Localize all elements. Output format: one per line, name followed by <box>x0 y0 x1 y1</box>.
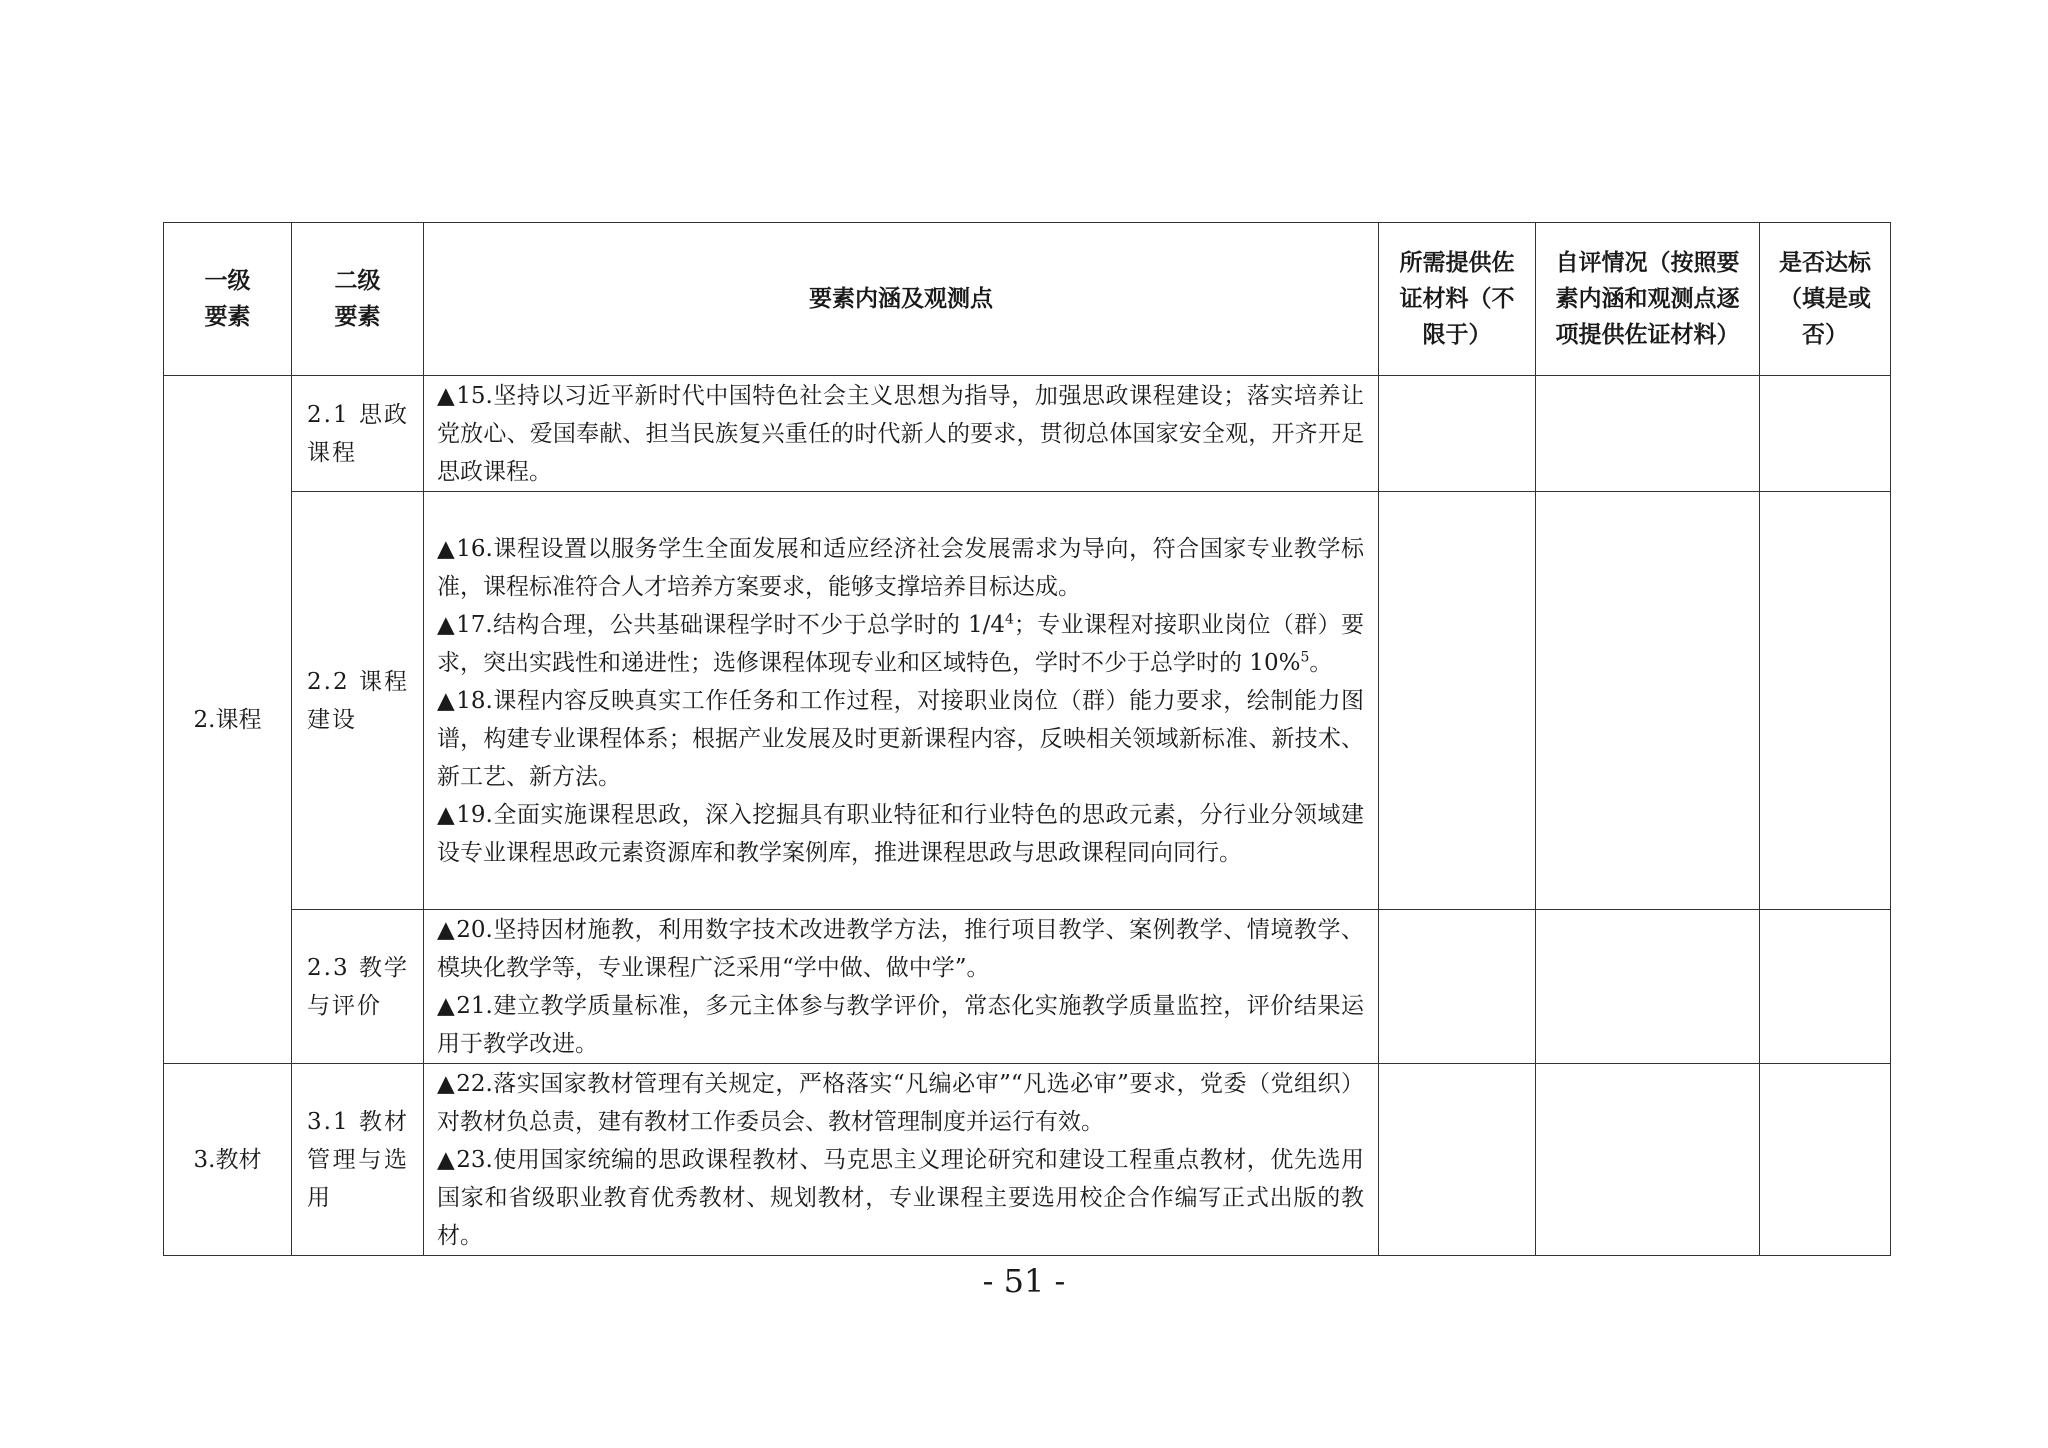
observation-item: ▲17.结构合理，公共基础课程学时不少于总学时的 $1/4^4$；专业课程对接职业岗位（群）要求，突出实践性和递进性；选修课程体现专业和区域特色，学时不少于总学时的 10%$^5$。 <box>437 610 1365 676</box>
observation-item: ▲23.使用国家统编的思政课程教材、马克思主义理论研究和建设工程重点教材，优先选用国家和省级职业教育优秀教材、规划教材，专业课程主要选用校企合作编写正式出版的教材。 <box>437 1146 1364 1249</box>
triangle-mark-icon: ▲ <box>437 535 456 562</box>
triangle-mark-icon: ▲ <box>437 687 456 714</box>
evidence-cell[interactable] <box>1379 910 1536 1064</box>
evidence-cell[interactable] <box>1379 1064 1536 1256</box>
content-cell <box>424 492 1379 910</box>
self-eval-cell[interactable] <box>1536 910 1760 1064</box>
footnote-ref: 4 <box>1004 610 1014 627</box>
evidence-cell[interactable] <box>1379 492 1536 910</box>
level1-cell: 2.课程 <box>164 376 292 1064</box>
meets-cell[interactable] <box>1760 1064 1891 1256</box>
content-cell <box>424 376 1379 492</box>
triangle-mark-icon: ▲ <box>437 1146 456 1173</box>
observation-item: ▲22.落实国家教材管理有关规定，严格落实“凡编必审”“凡选必审”要求，党委（党组织）对教材负总责，建有教材工作委员会、教材管理制度并运行有效。 <box>437 1070 1364 1135</box>
table-row <box>164 376 1891 492</box>
observation-item: ▲19.全面实施课程思政，深入挖掘具有职业特征和行业特色的思政元素，分行业分领域建设专业课程思政元素资源库和教学案例库，推进课程思政与思政课程同向同行。 <box>437 801 1364 866</box>
level2-cell: 2.1 思政课程 <box>292 376 424 492</box>
observation-item: ▲21.建立教学质量标准，多元主体参与教学评价，常态化实施教学质量监控，评价结果运用于教学改进。 <box>437 992 1364 1057</box>
level2-cell: 2.2 课程建设 <box>292 492 424 910</box>
meets-cell[interactable] <box>1760 910 1891 1064</box>
content-cell <box>424 1064 1379 1256</box>
table-header-row <box>164 223 1891 376</box>
header-level1: 一级要素 <box>164 223 292 376</box>
observation-item: ▲16.课程设置以服务学生全面发展和适应经济社会发展需求为导向，符合国家专业教学标准，课程标准符合人才培养方案要求，能够支撑培养目标达成。 <box>437 535 1364 600</box>
observation-item: ▲20.坚持因材施教，利用数字技术改进教学方法，推行项目教学、案例教学、情境教学、模块化教学等，专业课程广泛采用“学中做、做中学”。 <box>437 916 1364 981</box>
header-meets: 是否达标（填是或否） <box>1760 223 1891 376</box>
table-row <box>164 910 1891 1064</box>
header-content: 要素内涵及观测点 <box>424 223 1379 376</box>
meets-cell[interactable] <box>1760 376 1891 492</box>
level2-cell: 2.3 教学与评价 <box>292 910 424 1064</box>
table-row <box>164 1064 1891 1256</box>
content-cell <box>424 910 1379 1064</box>
header-level2: 二级要素 <box>292 223 424 376</box>
triangle-mark-icon: ▲ <box>437 1070 456 1097</box>
header-self-eval: 自评情况（按照要素内涵和观测点逐项提供佐证材料） <box>1536 223 1760 376</box>
level2-cell: 3.1 教材管理与选用 <box>292 1064 424 1256</box>
self-eval-cell[interactable] <box>1536 1064 1760 1256</box>
triangle-mark-icon: ▲ <box>437 611 456 638</box>
triangle-mark-icon: ▲ <box>437 801 456 828</box>
observation-item: ▲15.坚持以习近平新时代中国特色社会主义思想为指导，加强思政课程建设；落实培养让党放心、爱国奉献、担当民族复兴重任的时代新人的要求，贯彻总体国家安全观，开齐开足思政课程。 <box>437 382 1364 485</box>
header-evidence: 所需提供佐证材料（不限于） <box>1379 223 1536 376</box>
observation-item: ▲18.课程内容反映真实工作任务和工作过程，对接职业岗位（群）能力要求，绘制能力图谱，构建专业课程体系；根据产业发展及时更新课程内容，反映相关领域新标准、新技术、新工艺、新方法。 <box>437 687 1364 790</box>
page-number: - 51 - <box>982 1262 1066 1300</box>
level1-cell: 3.教材 <box>164 1064 292 1256</box>
footnote-ref: 5 <box>1300 648 1310 665</box>
evidence-cell[interactable] <box>1379 376 1536 492</box>
meets-cell[interactable] <box>1760 492 1891 910</box>
triangle-mark-icon: ▲ <box>437 992 456 1019</box>
triangle-mark-icon: ▲ <box>437 382 456 409</box>
self-eval-cell[interactable] <box>1536 492 1760 910</box>
table-row <box>164 492 1891 910</box>
self-eval-cell[interactable] <box>1536 376 1760 492</box>
triangle-mark-icon: ▲ <box>437 916 456 943</box>
evaluation-table <box>163 222 1891 1256</box>
